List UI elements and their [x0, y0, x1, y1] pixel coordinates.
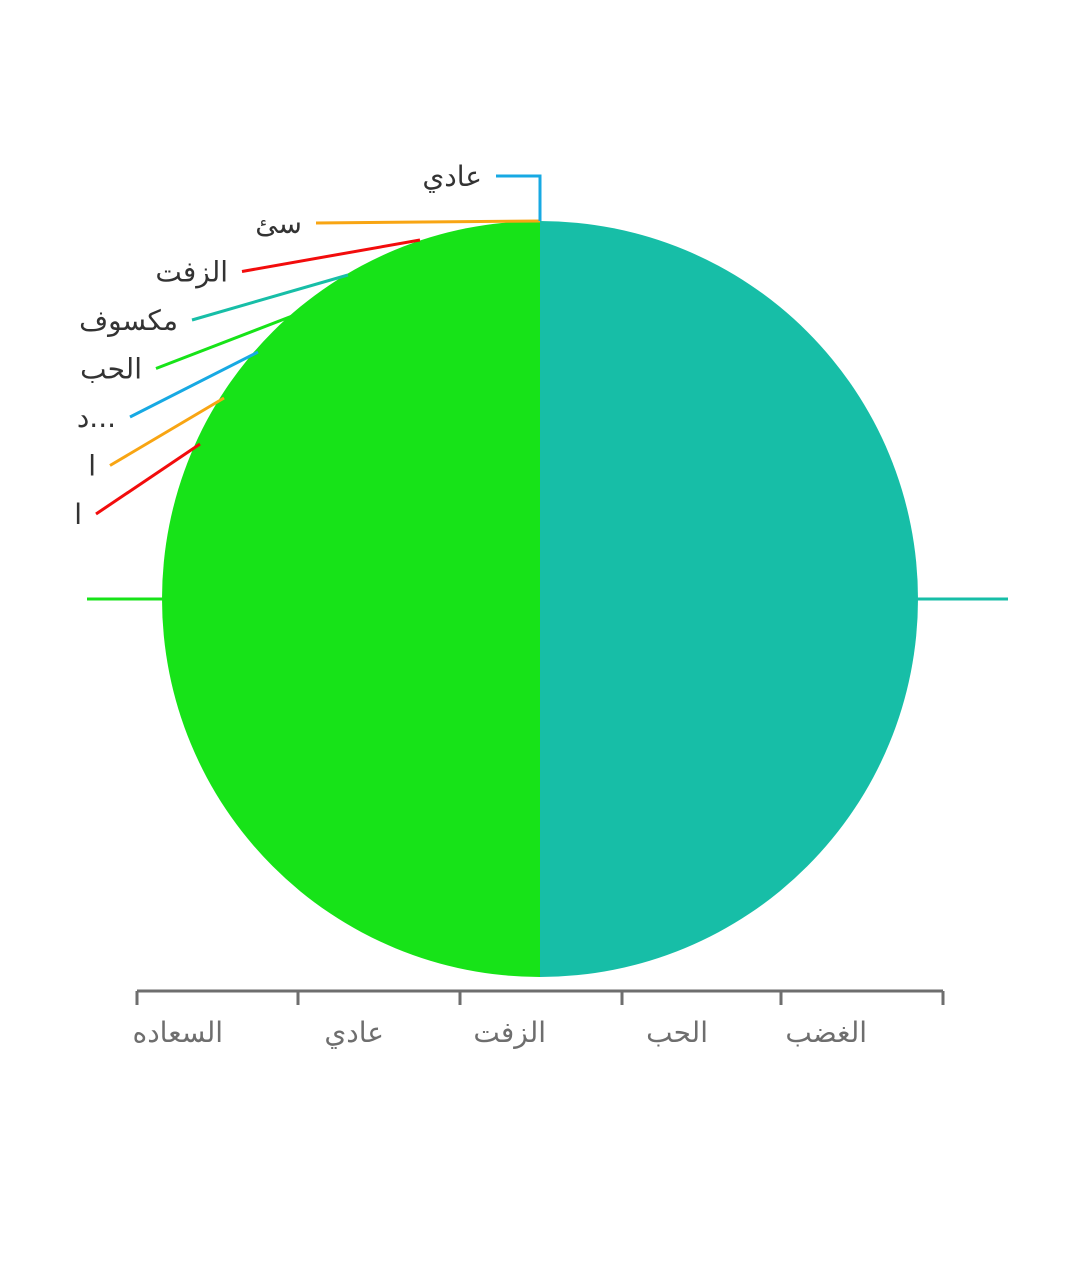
slice-label-7: الزفت: [155, 255, 228, 289]
pie-slice-1: [162, 221, 540, 977]
slice-label-6: مكسوف: [79, 304, 178, 337]
x-tick-label-1: عادي: [324, 1016, 384, 1049]
slice-label-8: سئ: [255, 207, 302, 240]
pie-slices: [162, 221, 918, 977]
x-tick-label-3: الحب: [646, 1016, 708, 1049]
leader-line-9: [496, 176, 540, 221]
slice-label-5: الحب: [80, 352, 142, 386]
x-tick-label-0: السعاده: [132, 1016, 223, 1049]
x-tick-label-2: الزفت: [473, 1016, 546, 1049]
slice-label-3: ا: [88, 449, 96, 483]
leader-line-8: [316, 221, 540, 223]
slice-label-9: عادي: [422, 160, 482, 193]
slice-label-4: د...: [76, 401, 116, 434]
slice-label-2: ا: [74, 498, 82, 531]
x-tick-label-4: الغضب: [785, 1016, 867, 1049]
pie-slice-0: [540, 221, 918, 977]
x-axis: [133, 991, 943, 1049]
